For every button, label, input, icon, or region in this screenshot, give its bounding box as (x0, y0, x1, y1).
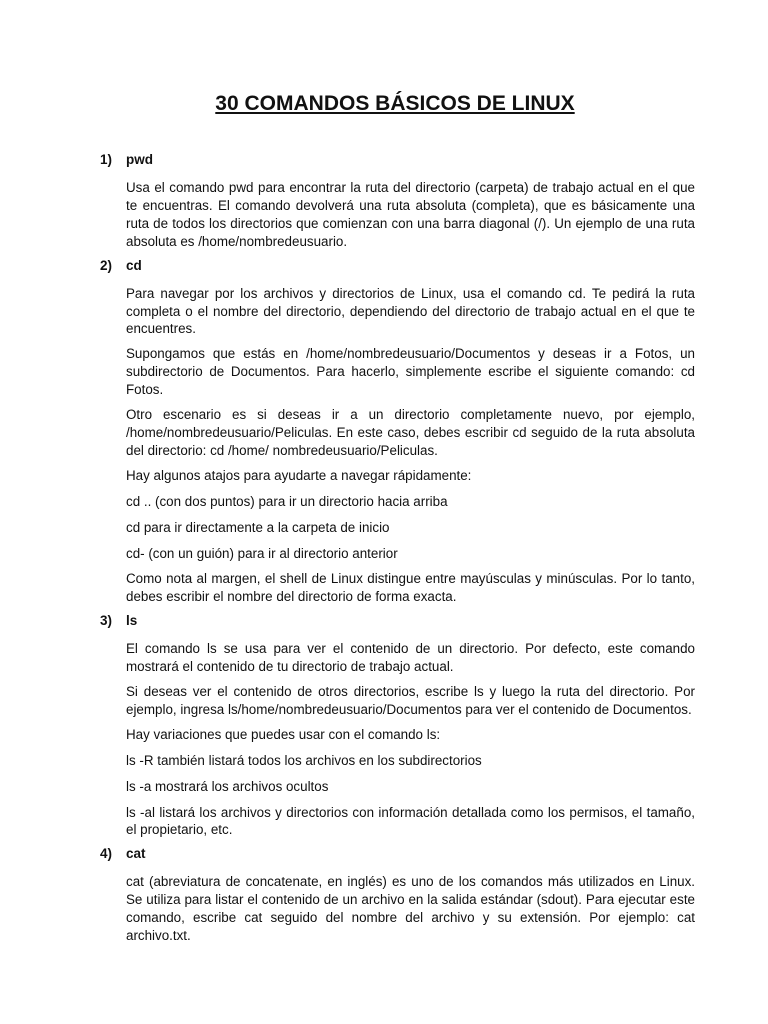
section-command-name: cd (126, 257, 142, 273)
section-heading (100, 846, 696, 864)
variation-item: ls -al listará los archivos y directorios con información detallada como los permisos, el tamaño, el propietario, etc. (126, 804, 695, 838)
paragraph: Supongamos que estás en /home/nombredeusuario/Documentos y deseas ir a Fotos, un subdirectorio de Documentos. Para hacerlo, simplemente escribe el siguiente comando: cd Fotos. (126, 346, 695, 398)
paragraph: Hay algunos atajos para ayudarte a navegar rápidamente: (126, 467, 472, 483)
section-number: 3) (100, 613, 113, 629)
section-number: 4) (100, 846, 113, 862)
section-ls (100, 613, 696, 839)
section-command-name: cat (126, 846, 146, 862)
paragraph: Hay variaciones que puedes usar con el comando ls: (126, 726, 441, 742)
section-command-name: pwd (126, 152, 153, 167)
section-cd (100, 258, 696, 607)
section-number: 2) (100, 257, 113, 273)
section-pwd (100, 152, 696, 251)
document-body (100, 152, 696, 952)
section-heading (100, 258, 696, 276)
paragraph: Otro escenario es si deseas ir a un directorio completamente nuevo, por ejemplo, /home/nombredeusuario/Peliculas. En este caso, debes escribir cd seguido de la ruta absoluta del directorio: cd /home/ nombredeusuario/Peliculas. (126, 407, 695, 458)
variation-item: ls -a mostrará los archivos ocultos (126, 778, 329, 794)
section-cat (100, 846, 696, 945)
paragraph: Si deseas ver el contenido de otros directorios, escribe ls y luego la ruta del directorio. Por ejemplo, ingresa ls/home/nombredeusuario/Documentos para ver el contenido de Documentos. (126, 684, 695, 717)
paragraph: Para navegar por los archivos y directorios de Linux, usa el comando cd. Te pedirá la ruta completa o el nombre del directorio, dependiendo del directorio de trabajo actual en el que te encuentres. (126, 285, 695, 337)
variation-item: ls -R también listará todos los archivos en los subdirectorios (126, 752, 482, 768)
paragraph: cat (abreviatura de concatenate, en inglés) es uno de los comandos más utilizados en Linux. Se utiliza para listar el contenido de un archivo en la salida estándar (sdout). Para ejecutar este comando, escribe cat seguido del nombre del archivo y su extensión. Por ejemplo: cat archivo.txt. (126, 874, 695, 944)
section-command-name: ls (126, 613, 138, 629)
shortcut-item: cd- (con un guión) para ir al directorio anterior (126, 545, 398, 561)
document-title: 30 COMANDOS BÁSICOS DE LINUX (215, 92, 575, 115)
section-number: 1) (100, 152, 113, 167)
paragraph: El comando ls se usa para ver el contenido de un directorio. Por defecto, este comando mostrará el contenido de tu directorio de trabajo actual. (126, 641, 695, 675)
section-heading (100, 613, 696, 631)
shortcut-item: cd para ir directamente a la carpeta de inicio (126, 519, 390, 535)
paragraph: Usa el comando pwd para encontrar la ruta del directorio (carpeta) de trabajo actual en el que te encuentras. El comando devolverá una ruta absoluta (completa), que es básicamente una ruta de todos los directorios que comienzan con una barra diagonal (/). Un ejemplo de una ruta absoluta es /home/nombredeusuario. (126, 180, 695, 249)
paragraph: Como nota al margen, el shell de Linux distingue entre mayúsculas y minúsculas. Por lo tanto, debes escribir el nombre del directorio de forma exacta. (126, 571, 695, 605)
shortcut-item: cd .. (con dos puntos) para ir un directorio hacia arriba (126, 493, 448, 509)
section-heading (100, 152, 696, 170)
